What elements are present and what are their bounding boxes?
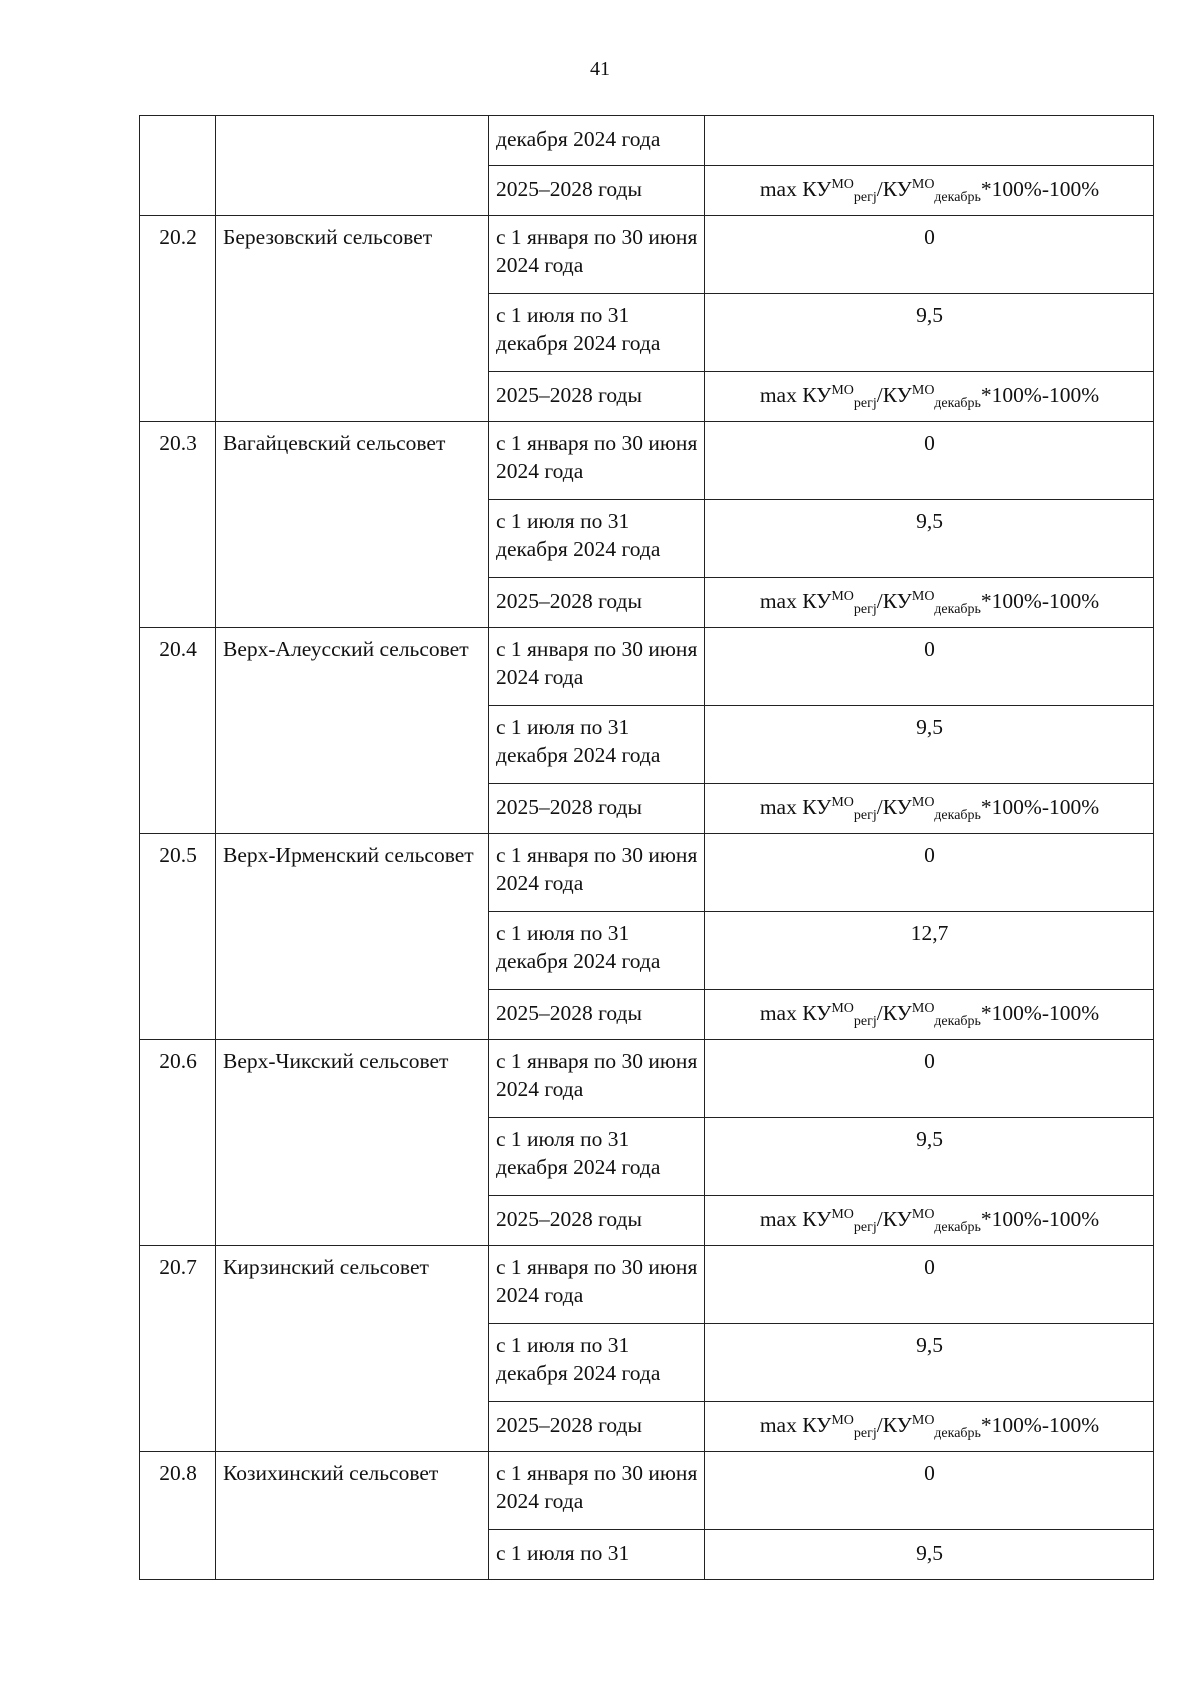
formula-cell	[705, 990, 1154, 1040]
formula-sup: МО	[831, 177, 854, 192]
formula-prefix: max КУ	[759, 383, 832, 407]
page-number: 41	[590, 58, 610, 80]
formula-sub: декабрь	[934, 190, 981, 205]
table-row	[140, 834, 1154, 912]
period-label: с 1 января по 30 июня 2024 года	[489, 1040, 705, 1118]
value-cell: 12,7	[705, 912, 1154, 990]
period-label: с 1 января по 30 июня 2024 года	[489, 216, 705, 294]
formula-sup: МО	[831, 383, 854, 398]
entry-number-cell	[140, 116, 216, 216]
period-label: с 1 января по 30 июня 2024 года	[489, 1452, 705, 1530]
formula-cell	[705, 166, 1154, 216]
entry-name: Верх-Алеусский сельсовет	[216, 628, 489, 834]
formula-sub: декабрь	[934, 1014, 981, 1029]
formula-prefix: max КУ	[759, 795, 832, 819]
formula-mid: /КУ	[876, 589, 912, 613]
period-label: 2025–2028 годы	[489, 578, 705, 628]
entry-number: 20.8	[140, 1452, 216, 1580]
formula-sub: регj	[853, 190, 877, 205]
table-row	[140, 1452, 1154, 1530]
entry-number: 20.4	[140, 628, 216, 834]
formula-suffix: *100%-100%	[980, 1001, 1100, 1025]
formula-sub: регj	[853, 1220, 877, 1235]
tariff-table	[139, 115, 1154, 1580]
entry-number: 20.7	[140, 1246, 216, 1452]
formula-mid: /КУ	[876, 383, 912, 407]
formula-sub: декабрь	[934, 808, 981, 823]
period-label: 2025–2028 годы	[489, 784, 705, 834]
formula-sup: МО	[831, 589, 854, 604]
formula-sub: регj	[853, 808, 877, 823]
table-row	[140, 1246, 1154, 1324]
table-row	[140, 1040, 1154, 1118]
formula-sub: декабрь	[934, 1220, 981, 1235]
entry-name: Березовский сельсовет	[216, 216, 489, 422]
value-cell: 0	[705, 834, 1154, 912]
period-label: с 1 июля по 31 декабря 2024 года	[489, 706, 705, 784]
period-label: с 1 июля по 31	[489, 1530, 705, 1580]
formula-sub: декабрь	[934, 1426, 981, 1441]
formula-cell	[705, 1196, 1154, 1246]
formula-mid: /КУ	[876, 177, 912, 201]
period-label: 2025–2028 годы	[489, 372, 705, 422]
formula-suffix: *100%-100%	[980, 1413, 1100, 1437]
value-cell: 0	[705, 628, 1154, 706]
formula-sup: МО	[831, 1001, 854, 1016]
formula-sub: декабрь	[934, 396, 981, 411]
value-cell: 9,5	[705, 1324, 1154, 1402]
formula-cell	[705, 1402, 1154, 1452]
period-label: с 1 января по 30 июня 2024 года	[489, 422, 705, 500]
formula-prefix: max КУ	[759, 1001, 832, 1025]
table-row	[140, 422, 1154, 500]
formula-sup: МО	[911, 177, 935, 192]
value-cell: 9,5	[705, 1118, 1154, 1196]
entry-name: Верх-Чикский сельсовет	[216, 1040, 489, 1246]
period-label: с 1 июля по 31 декабря 2024 года	[489, 294, 705, 372]
value-cell: 0	[705, 1040, 1154, 1118]
value-cell: 0	[705, 216, 1154, 294]
formula-sup: МО	[911, 1001, 935, 1016]
formula-sup: МО	[911, 1207, 935, 1222]
formula-sub: регj	[853, 396, 877, 411]
formula-prefix: max КУ	[759, 1413, 832, 1437]
formula-sub: регj	[853, 1014, 877, 1029]
formula-sup: МО	[911, 1413, 935, 1428]
period-label: декабря 2024 года	[489, 116, 705, 166]
value-cell: 0	[705, 422, 1154, 500]
period-label: 2025–2028 годы	[489, 1196, 705, 1246]
formula-sup: МО	[911, 795, 935, 810]
entry-name: Козихинский сельсовет	[216, 1452, 489, 1580]
entry-name: Верх-Ирменский сельсовет	[216, 834, 489, 1040]
formula-suffix: *100%-100%	[980, 383, 1100, 407]
period-label: 2025–2028 годы	[489, 1402, 705, 1452]
value-cell: 0	[705, 1452, 1154, 1530]
formula-sup: МО	[831, 1207, 854, 1222]
period-label: с 1 июля по 31 декабря 2024 года	[489, 1118, 705, 1196]
period-label: с 1 января по 30 июня 2024 года	[489, 834, 705, 912]
formula-sub: декабрь	[934, 602, 981, 617]
value-cell	[705, 116, 1154, 166]
entry-name: Вагайцевский сельсовет	[216, 422, 489, 628]
formula-suffix: *100%-100%	[980, 1207, 1100, 1231]
formula-cell	[705, 784, 1154, 834]
period-label: 2025–2028 годы	[489, 166, 705, 216]
formula-sub: регj	[853, 1426, 877, 1441]
period-label: с 1 января по 30 июня 2024 года	[489, 628, 705, 706]
formula-sup: МО	[831, 1413, 854, 1428]
formula-sup: МО	[911, 589, 935, 604]
formula-suffix: *100%-100%	[980, 177, 1100, 201]
formula-mid: /КУ	[876, 795, 912, 819]
table-row	[140, 628, 1154, 706]
period-label: с 1 января по 30 июня 2024 года	[489, 1246, 705, 1324]
formula-suffix: *100%-100%	[980, 795, 1100, 819]
formula-sup: МО	[831, 795, 854, 810]
entry-number: 20.2	[140, 216, 216, 422]
value-cell: 9,5	[705, 1530, 1154, 1580]
formula-mid: /КУ	[876, 1207, 912, 1231]
formula-prefix: max КУ	[759, 1207, 832, 1231]
formula-cell	[705, 372, 1154, 422]
entry-number: 20.3	[140, 422, 216, 628]
formula-mid: /КУ	[876, 1413, 912, 1437]
value-cell: 9,5	[705, 294, 1154, 372]
formula-prefix: max КУ	[759, 589, 832, 613]
value-cell: 0	[705, 1246, 1154, 1324]
table-row	[140, 116, 1154, 166]
period-label: с 1 июля по 31 декабря 2024 года	[489, 912, 705, 990]
table-row	[140, 216, 1154, 294]
formula-prefix: max КУ	[759, 177, 832, 201]
formula-suffix: *100%-100%	[980, 589, 1100, 613]
entry-name: Кирзинский сельсовет	[216, 1246, 489, 1452]
period-label: с 1 июля по 31 декабря 2024 года	[489, 1324, 705, 1402]
formula-sub: регj	[853, 602, 877, 617]
entry-number: 20.6	[140, 1040, 216, 1246]
period-label: с 1 июля по 31 декабря 2024 года	[489, 500, 705, 578]
formula-cell	[705, 578, 1154, 628]
value-cell: 9,5	[705, 500, 1154, 578]
entry-number: 20.5	[140, 834, 216, 1040]
entry-name-cell	[216, 116, 489, 216]
formula-mid: /КУ	[876, 1001, 912, 1025]
table-body	[140, 116, 1154, 1580]
formula-sup: МО	[911, 383, 935, 398]
period-label: 2025–2028 годы	[489, 990, 705, 1040]
value-cell: 9,5	[705, 706, 1154, 784]
